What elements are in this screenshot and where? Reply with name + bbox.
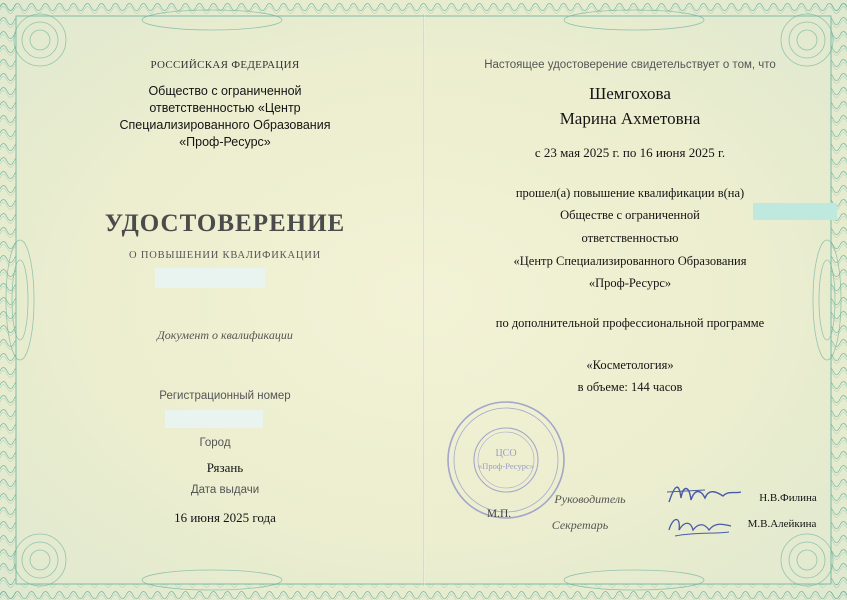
head-signature bbox=[665, 478, 745, 508]
statement-line-5: «Проф-Ресурс» bbox=[588, 276, 672, 290]
head-name: Н.В.Филина bbox=[759, 492, 817, 504]
program-name: «Косметология» bbox=[586, 358, 674, 372]
issuer-org-line-1: Общество с ограниченной bbox=[148, 84, 302, 98]
issuer-org-line-4: «Проф-Ресурс» bbox=[179, 135, 271, 149]
holder-surname: Шемгохова bbox=[589, 84, 671, 103]
statement-line-1: прошел(а) повышение квалификации в(на) bbox=[515, 186, 745, 200]
statement-line-2: Обществе с ограниченной bbox=[560, 208, 700, 222]
program-intro: по дополнительной профессиональной программе bbox=[495, 316, 765, 330]
head-label: Руководитель bbox=[554, 492, 626, 506]
stamp-text-1: ЦСО bbox=[495, 448, 517, 459]
certificate-intro: Настоящее удостоверение свидетельствует о том, что bbox=[484, 59, 776, 71]
document-type: Документ о квалификации bbox=[157, 328, 293, 342]
redacted-mark bbox=[753, 203, 837, 220]
document-title: УДОСТОВЕРЕНИЕ bbox=[104, 210, 346, 237]
holder-given-names: Марина Ахметовна bbox=[559, 109, 701, 128]
statement-line-3: ответственностью bbox=[581, 231, 679, 245]
secretary-label: Секретарь bbox=[551, 518, 609, 532]
city-label: Город bbox=[199, 437, 231, 449]
statement-line-4: «Центр Специализированного Образования bbox=[513, 254, 747, 268]
program-volume: в объеме: 144 часов bbox=[577, 380, 683, 394]
issue-date-value: 16 июня 2025 года bbox=[174, 510, 276, 525]
city-value: Рязань bbox=[206, 460, 244, 475]
issuer-org-line-3: Специализированного Образования bbox=[119, 118, 331, 132]
document-subtitle: О ПОВЫШЕНИИ КВАЛИФИКАЦИИ bbox=[129, 250, 321, 261]
center-fold bbox=[423, 14, 425, 586]
training-period: с 23 мая 2025 г. по 16 июня 2025 г. bbox=[534, 145, 726, 160]
issuer-org-line-2: ответственностью «Центр bbox=[149, 101, 301, 115]
issue-date-label: Дата выдачи bbox=[190, 484, 260, 496]
secretary-name: М.В.Алейкина bbox=[747, 518, 817, 530]
seal-place-label: М.П. bbox=[486, 508, 512, 520]
registration-label: Регистрационный номер bbox=[159, 390, 291, 402]
secretary-signature bbox=[665, 510, 735, 538]
redacted-registration-number bbox=[165, 410, 263, 428]
redacted-number bbox=[155, 268, 265, 288]
stamp-text-2: «Проф-Ресурс» bbox=[477, 461, 535, 471]
country-label: РОССИЙСКАЯ ФЕДЕРАЦИЯ bbox=[150, 59, 300, 71]
